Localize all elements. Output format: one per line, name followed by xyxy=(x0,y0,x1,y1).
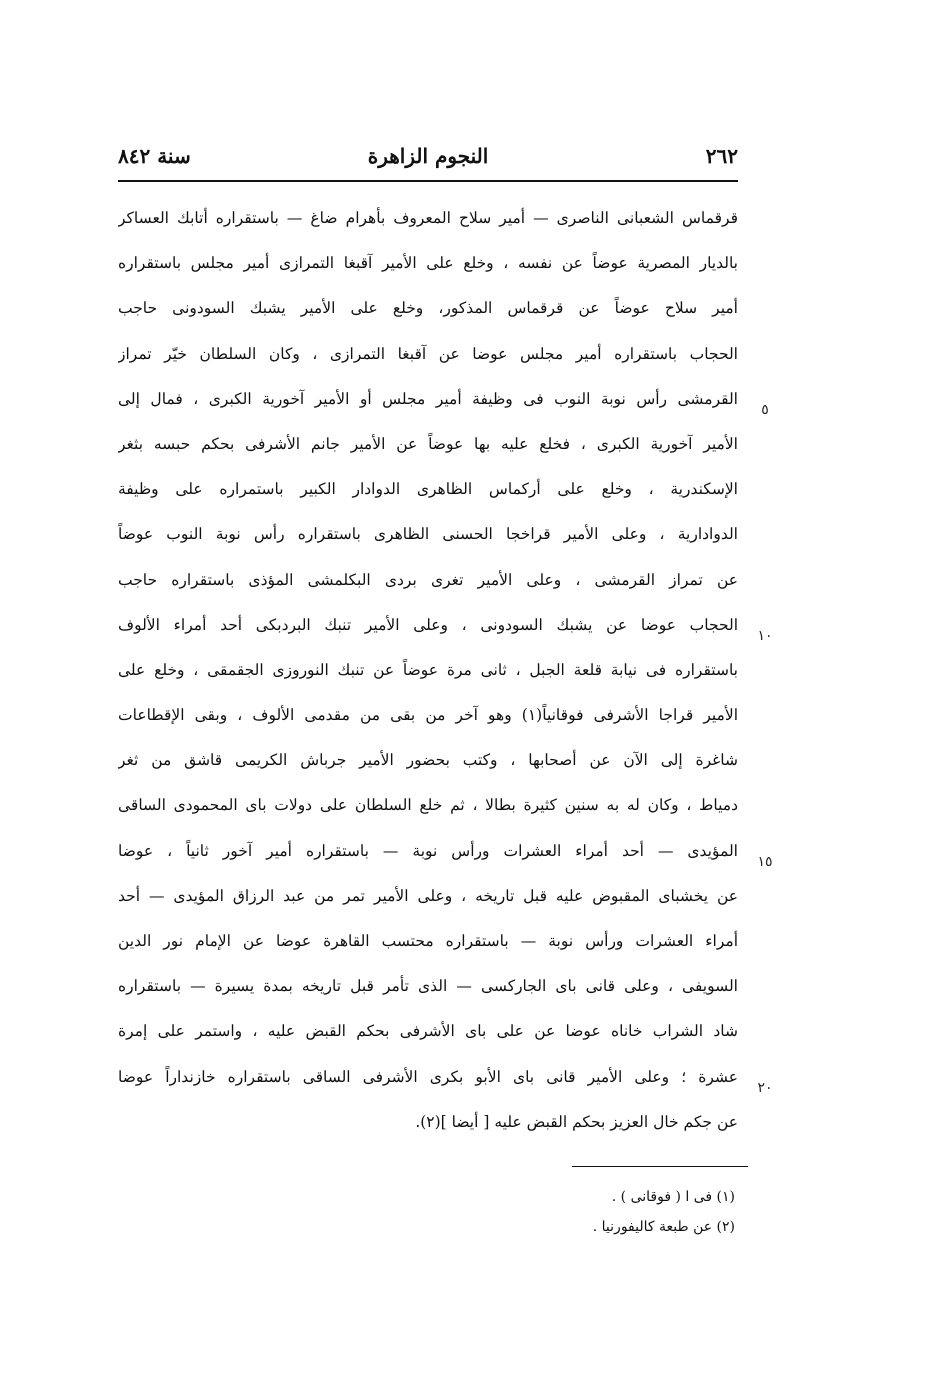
running-header xyxy=(118,140,738,176)
text-line: الحجاب باستقراره أمير مجلس عوضا عن آقبغا التمرازى ، وكان السلطان خيّر تمراز xyxy=(118,344,738,363)
text-line: أمراء العشرات ورأس نوبة — باستقراره محتسب القاهرة عوضا عن الإمام نور الدين xyxy=(118,932,738,950)
footnotes xyxy=(335,1182,735,1242)
footnote: (٢) عن طبعة كاليفورنيا . xyxy=(592,1219,735,1235)
text-line: عن جكم خال العزيز بحكم القبض عليه [ أيضا ](٢). xyxy=(415,1112,738,1131)
text-line: عن يخشباى المقبوض عليه قبل تاريخه ، وعلى الأمير تمر من عبد الرزاق المؤيدى — أحد xyxy=(118,886,738,905)
text-line: أمير سلاح عوضاً عن قرقماس المذكور، وخلع على الأمير يشبك السودونى حاجب xyxy=(118,299,738,318)
text-line: باستقراره فى نيابة قلعة الجبل ، ثانى مرة عوضاً عن تنبك النوروزى الجقمقى ، وخلع على xyxy=(118,660,738,679)
text-line: القرمشى رأس نوبة النوب فى وظيفة أمير مجلس أو الأمير آخورية الكبرى ، فمال إلى xyxy=(118,389,738,408)
text-line: دمياط ، وكان له به سنين كثيرة بطالا ، ثم خلع السلطان على دولات باى المحمودى الساقى xyxy=(118,796,738,815)
text-line: الدوادارية ، وعلى الأمير قراخجا الحسنى الظاهرى باستقراره رأس نوبة النوب عوضاً xyxy=(118,525,738,544)
year-label: سنة ٨٤٢ xyxy=(118,144,191,168)
body-text xyxy=(118,196,738,1145)
text-line: الأمير آخورية الكبرى ، فخلع عليه بها عوضاً عن الأمير جانم الأشرفى بحكم حبسه بثغر xyxy=(118,434,738,453)
text-line: بالديار المصرية عوضاً عن نفسه ، وخلع على الأمير آقبغا التمرازى أمير مجلس باستقراره xyxy=(118,254,738,273)
footnote-rule xyxy=(572,1166,748,1167)
line-number: ١٠ xyxy=(757,628,773,644)
text-line: الأمير قراجا الأشرفى فوقانياً(١) وهو آخر من بقى من مقدمى الألوف ، وبقى الإقطاعات xyxy=(118,706,738,725)
header-rule xyxy=(118,180,738,182)
text-line: الإسكندرية ، وخلع على أركماس الظاهرى الدوادار الكبير باستمراره على وظيفة xyxy=(118,480,738,499)
text-line: السويفى ، وعلى قانى باى الجاركسى — الذى تأمر قبل تاريخه بمدة يسيرة — باستقراره xyxy=(118,977,738,996)
line-number: ١٥ xyxy=(757,854,773,870)
book-title: النجوم الزاهرة xyxy=(367,144,489,168)
footnote: (١) فى ا ( فوقانى ) . xyxy=(611,1189,735,1205)
text-line: قرقماس الشعبانى الناصرى — أمير سلاح المعروف بأهرام ضاغ — باستقراره أتابك العساكر xyxy=(118,209,738,227)
text-line: شاد الشراب خاناه عوضا عن على باى الأشرفى بحكم القبض عليه ، واستمر على إمرة xyxy=(118,1022,738,1041)
line-number: ٥ xyxy=(761,402,769,418)
text-line: شاغرة إلى الآن عن أصحابها ، وكتب بحضور الأمير جرباش الكريمى قاشق من ثغر xyxy=(118,751,738,770)
line-number: ٢٠ xyxy=(757,1080,773,1096)
text-line: عشرة ؛ وعلى الأمير قانى باى الأبو بكرى الأشرفى الساقى باستقراره خازنداراً عوضا xyxy=(118,1067,738,1086)
text-line: عن تمراز القرمشى ، وعلى الأمير تغرى بردى البكلمشى المؤذى باستقراره حاجب xyxy=(118,570,738,589)
page-number: ٢٦٢ xyxy=(705,144,738,168)
text-line: الحجاب عوضا عن يشبك السودونى ، وعلى الأمير تنبك البردبكى أحد أمراء الألوف xyxy=(118,615,738,634)
text-line: المؤيدى — أحد أمراء العشرات ورأس نوبة — باستقراره أمير آخور ثانياً ، عوضا xyxy=(118,841,738,860)
